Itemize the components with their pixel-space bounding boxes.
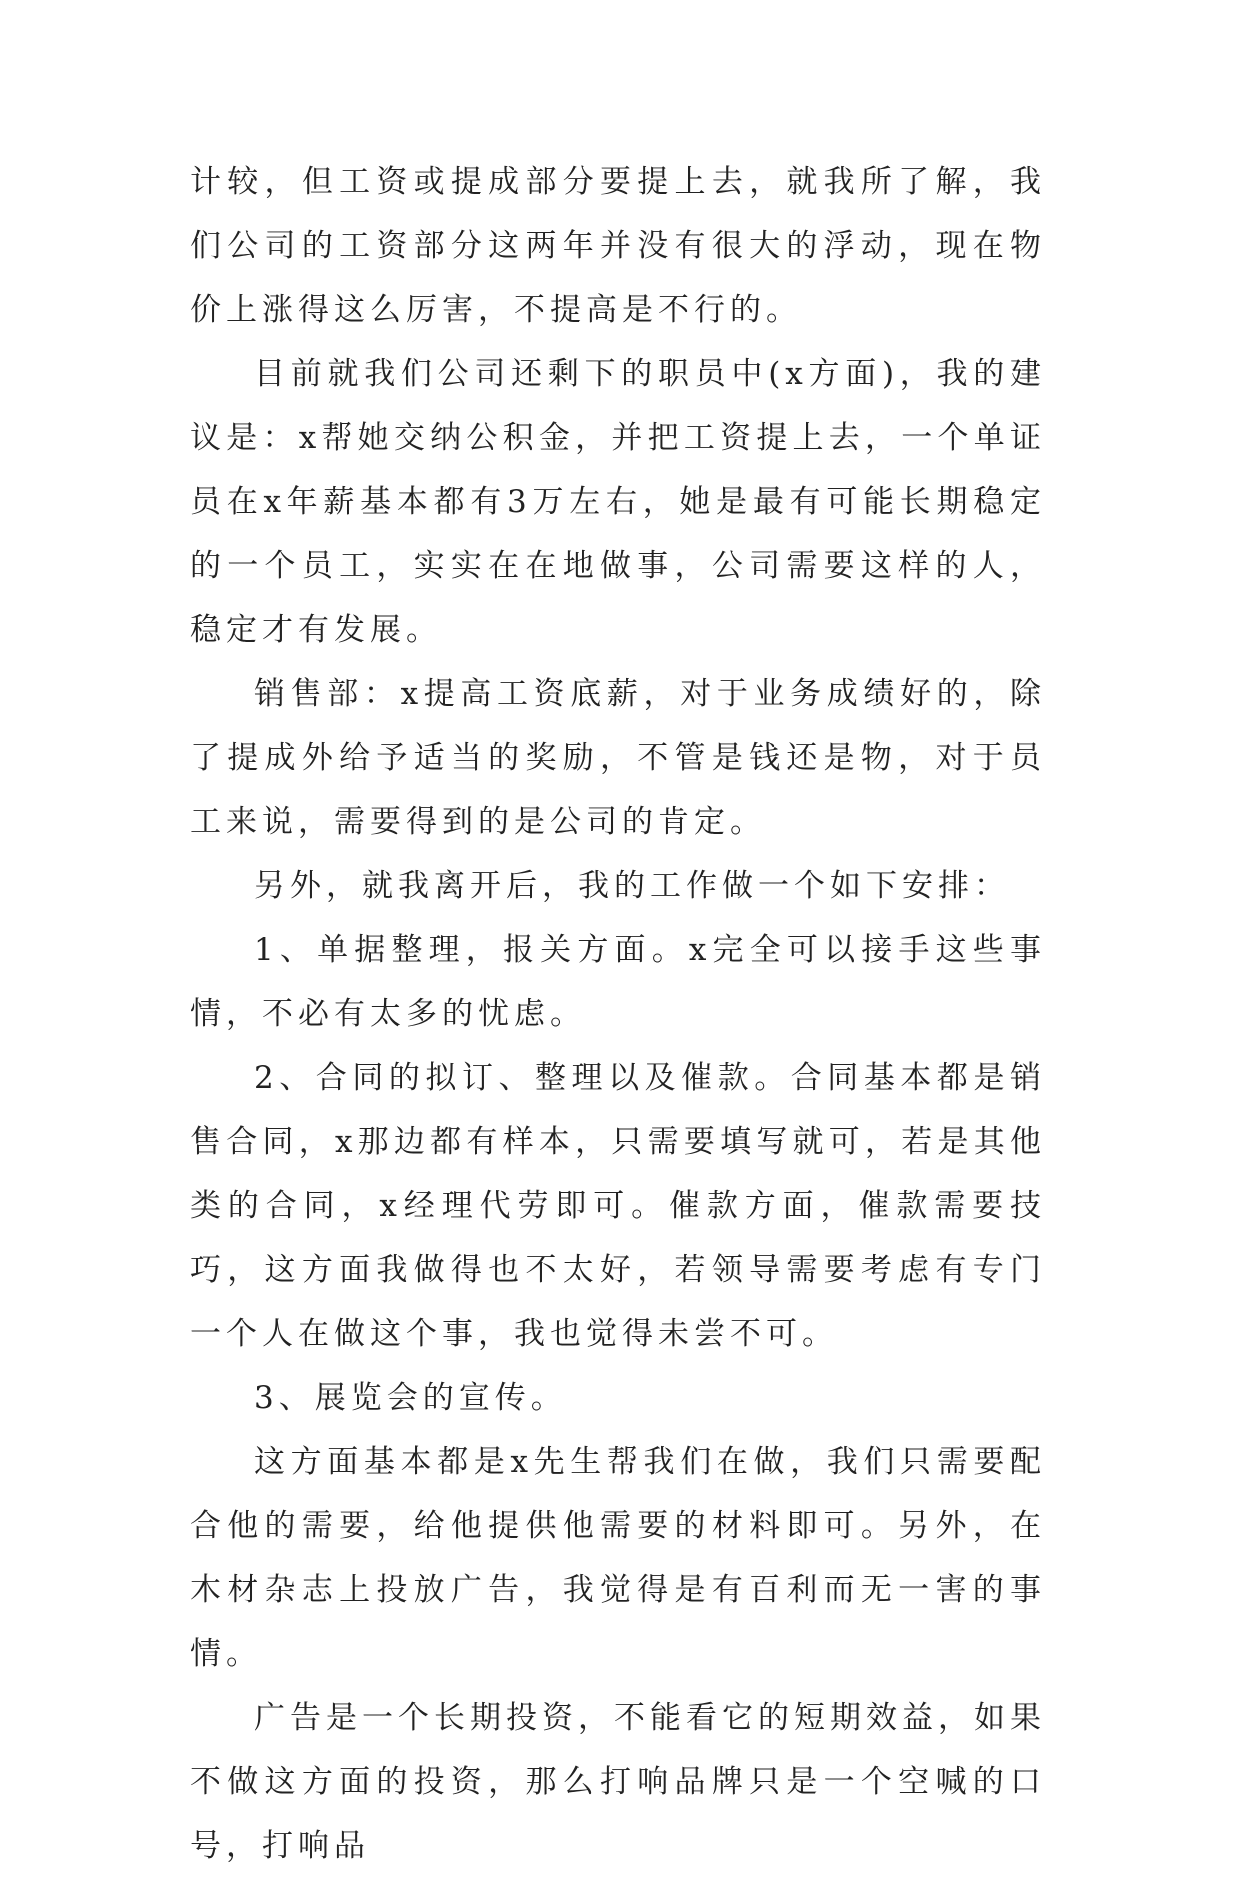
paragraph: 这方面基本都是x先生帮我们在做，我们只需要配合他的需要，给他提供他需要的材料即可。另外，在木材杂志上投放广告，我觉得是有百利而无一害的事情。 (190, 1444, 1046, 1672)
paragraph: 广告是一个长期投资，不能看它的短期效益，如果不做这方面的投资，那么打响品牌只是一个空喊的口号，打响品 (190, 1700, 1046, 1864)
list-item: 1、单据整理，报关方面。x完全可以接手这些事情，不必有太多的忧虑。 (190, 932, 1046, 1032)
list-item: 3、展览会的宣传。 (254, 1380, 567, 1416)
paragraph: 另外，就我离开后，我的工作做一个如下安排： (254, 868, 1010, 904)
paragraph: 计较，但工资或提成部分要提上去，就我所了解，我们公司的工资部分这两年并没有很大的浮动，现在物价上涨得这么厉害，不提高是不行的。 (190, 164, 1046, 328)
paragraph: 销售部：x提高工资底薪，对于业务成绩好的，除了提成外给予适当的奖励，不管是钱还是物，对于员工来说，需要得到的是公司的肯定。 (190, 676, 1046, 840)
document-body (190, 150, 1046, 1878)
paragraph: 目前就我们公司还剩下的职员中(x方面)，我的建议是：x帮她交纳公积金，并把工资提上去，一个单证员在x年薪基本都有3万左右，她是最有可能长期稳定的一个员工，实实在在地做事，公司需要这样的人，稳定才有发展。 (190, 356, 1046, 648)
list-item: 2、合同的拟订、整理以及催款。合同基本都是销售合同，x那边都有样本，只需要填写就可，若是其他类的合同，x经理代劳即可。催款方面，催款需要技巧，这方面我做得也不太好，若领导需要考虑有专门一个人在做这个事，我也觉得未尝不可。 (190, 1060, 1046, 1352)
